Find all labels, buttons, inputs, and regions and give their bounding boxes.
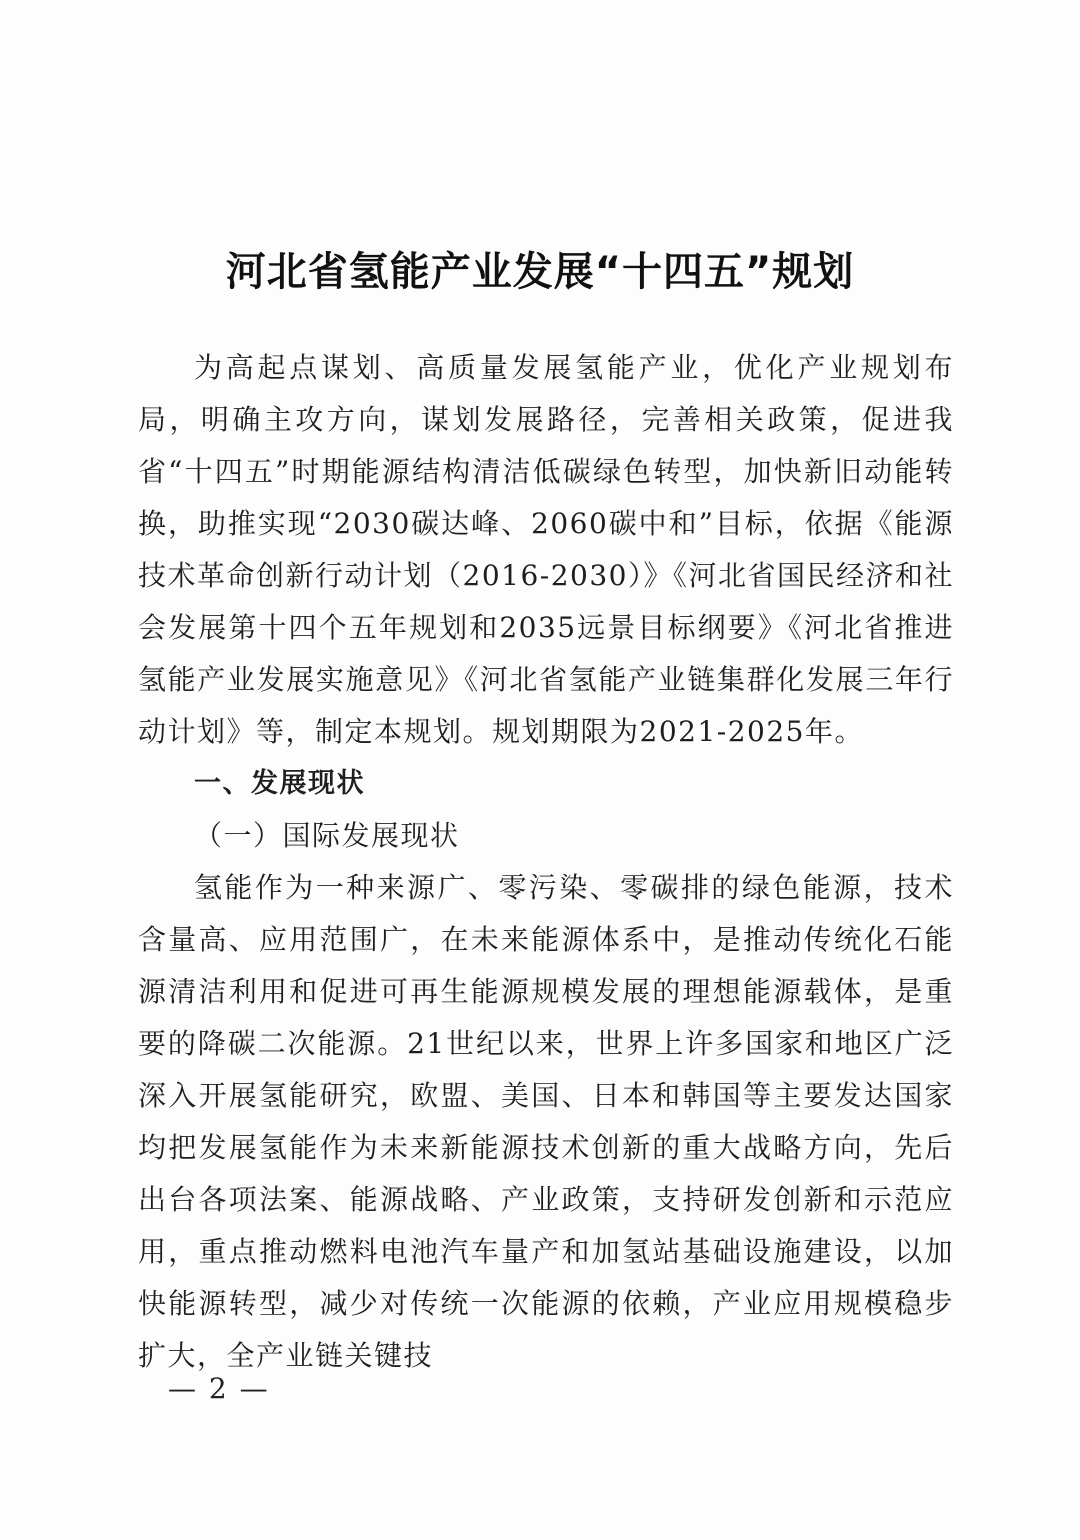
section-paragraph: 氢能作为一种来源广、零污染、零碳排的绿色能源，技术含量高、应用范围广，在未来能源体系中，是推动传统化石能源清洁利用和促进可再生能源规模发展的理想能源载体，是重要的降碳二次能源。21世纪以来，世界上许多国家和地区广泛深入开展氢能研究，欧盟、美国、日本和韩国等主要发达国家均把发展氢能作为未来新能源技术创新的重大战略方向，先后出台各项法案、能源战略、产业政策，支持研发创新和示范应用，重点推动燃料电池汽车量产和加氢站基础设施建设，以加快能源转型，减少对传统一次能源的依赖，产业应用规模稳步扩大，全产业链关键技 bbox=[138, 871, 954, 1372]
subsection-heading: （一）国际发展现状 bbox=[194, 819, 460, 852]
document-body bbox=[138, 342, 954, 1382]
intro-paragraph: 为高起点谋划、高质量发展氢能产业，优化产业规划布局，明确主攻方向，谋划发展路径，完善相关政策，促进我省“十四五”时期能源结构清洁低碳绿色转型，加快新旧动能转换，助推实现“2030碳达峰、2060碳中和”目标，依据《能源技术革命创新行动计划（2016-2030）》《河北省国民经济和社会发展第十四个五年规划和2035远景目标纲要》《河北省推进氢能产业发展实施意见》《河北省氢能产业链集群化发展三年行动计划》等，制定本规划。规划期限为2021-2025年。 bbox=[138, 351, 954, 748]
section-heading: 一、发展现状 bbox=[194, 768, 365, 799]
document-title: 河北省氢能产业发展“十四五”规划 bbox=[225, 249, 855, 295]
page-number: — 2 — bbox=[168, 1372, 270, 1405]
